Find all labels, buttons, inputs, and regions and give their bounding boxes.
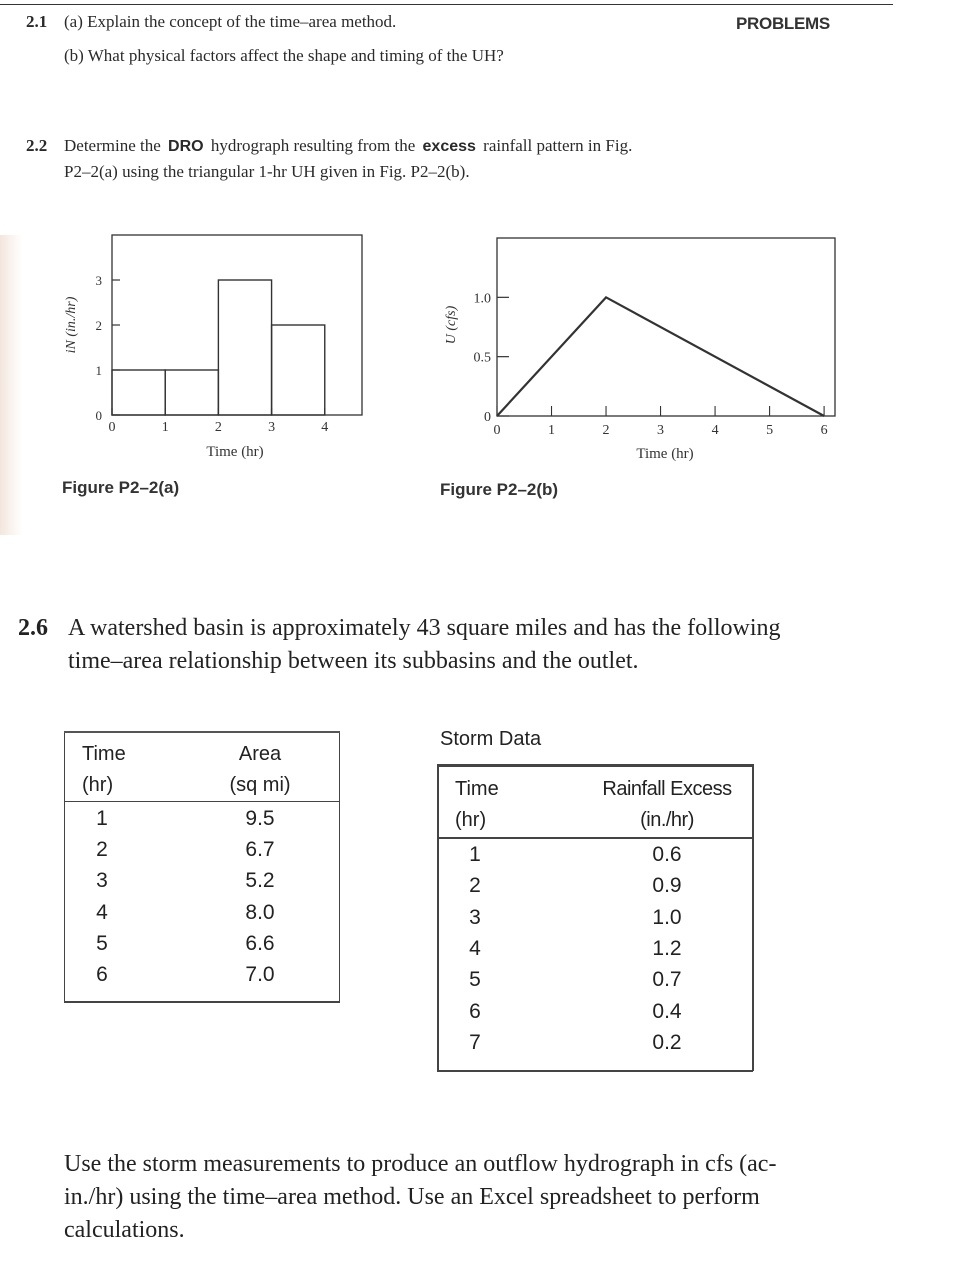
problem-2-2-text-end: rainfall pattern in Fig. (483, 136, 633, 155)
storm-table-row (437, 1031, 753, 1062)
figure-a-xlabel: Time (hr) (206, 444, 264, 460)
storm-table-excess-cell: 0.6 (652, 843, 682, 866)
storm-table-excess-cell: 0.9 (652, 874, 682, 898)
figure-b-ylabel: U (cfs) (444, 305, 459, 345)
word-excess: excess (422, 138, 476, 155)
storm-table-excess-cell: 0.2 (652, 1030, 682, 1054)
storm-table-time-cell: 4 (469, 936, 481, 960)
rainfall-bar-3 (218, 280, 271, 415)
storm-table-time-header (455, 774, 499, 836)
area-table-area-cell: 7.0 (245, 963, 275, 986)
figure-b-ytick-label-0.5: 0.5 (473, 350, 491, 366)
storm-table-excess-cell: 0.7 (652, 968, 682, 992)
area-table (64, 731, 340, 1002)
storm-table-time-cell: 2 (469, 874, 481, 898)
figure-b-xtick-label-5: 5 (766, 423, 774, 438)
area-table-row (64, 807, 340, 838)
area-table-area-cell: 6.6 (245, 931, 275, 955)
figure-p2-2a (55, 225, 375, 470)
storm-table-excess-cell: 0.4 (652, 999, 682, 1023)
area-table-time-cell: 6 (96, 963, 108, 986)
problem-2-1-part-a: (a) Explain the concept of the time–area method. (64, 12, 397, 31)
figure-b-frame (497, 238, 835, 416)
storm-table-row (437, 874, 753, 905)
problem-2-6-line-2: time–area relationship between its subbasins and the outlet. (68, 648, 639, 674)
problem-2-6-line-1: A watershed basin is approximately 43 square miles and has the following (68, 615, 781, 641)
figure-a-xtick-label-3: 3 (268, 420, 276, 435)
area-table-area-header-line2: (sq mi) (229, 774, 291, 796)
area-table-row (64, 963, 340, 994)
problem-2-2-text-mid: hydrograph resulting from the (210, 136, 416, 155)
rainfall-bar-4 (272, 325, 325, 415)
storm-table-excess-cell: 1.2 (652, 936, 682, 960)
figure-a-xtick-label-1: 1 (161, 420, 169, 435)
figure-b-xtick-label-0: 0 (493, 423, 501, 438)
figure-b-ytick-label-0: 0 (484, 410, 491, 425)
storm-table-row (437, 937, 753, 968)
storm-table-time-cell: 5 (469, 968, 481, 992)
storm-table-row (437, 1000, 753, 1031)
figure-b-ytick-label-1.0: 1.0 (473, 291, 491, 307)
storm-table-excess-header-line2: (in./hr) (640, 809, 694, 831)
figure-b-xtick-label-4: 4 (711, 423, 719, 438)
storm-table-title: Storm Data (440, 728, 542, 750)
area-table-row (64, 932, 340, 963)
storm-table-time-cell: 3 (469, 905, 481, 929)
storm-table-excess-cell: 1.0 (652, 905, 682, 929)
figure-a-xtick-label-2: 2 (214, 420, 222, 435)
header-problems-label: PROBLEMS (736, 14, 830, 33)
figure-b-xlabel: Time (hr) (636, 446, 694, 462)
area-table-time-header (82, 739, 126, 801)
figure-a-ytick-label-3: 3 (95, 273, 102, 288)
page-edge-shadow (0, 235, 22, 535)
area-table-row (64, 838, 340, 869)
storm-table-time-header-line2: (hr) (455, 809, 487, 831)
word-dro: DRO (168, 138, 204, 155)
storm-table-excess-header (587, 774, 747, 836)
figure-b-xtick-label-2: 2 (602, 423, 610, 438)
area-table-time-cell: 5 (96, 931, 108, 955)
figure-b-xtick-label-6: 6 (820, 423, 828, 438)
figure-a-ytick-label-1: 1 (95, 363, 102, 378)
figure-b-caption: Figure P2–2(b) (440, 480, 559, 499)
storm-table-excess-header-line1: Rainfall Excess (602, 778, 732, 800)
problem-2-2-text-start: Determine the (64, 136, 161, 155)
area-table-area-cell: 5.2 (245, 869, 275, 893)
problem-2-1-number: 2.1 (26, 12, 48, 31)
storm-table-row (437, 906, 753, 937)
area-table-time-cell: 4 (96, 900, 108, 924)
area-table-area-cell: 6.7 (245, 838, 275, 862)
storm-table-time-cell: 1 (469, 843, 481, 866)
figure-b-xtick-label-1: 1 (548, 423, 556, 438)
area-table-area-header-line1: Area (238, 743, 282, 765)
uh-triangle-line (497, 297, 824, 416)
area-table-time-cell: 2 (96, 838, 108, 862)
figure-p2-2b (435, 225, 845, 470)
figure-a-caption: Figure P2–2(a) (62, 478, 180, 497)
area-table-area-cell: 8.0 (245, 900, 275, 924)
storm-table-time-cell: 6 (469, 999, 481, 1023)
storm-table-row (437, 843, 753, 874)
problem-2-2-line-1 (64, 134, 632, 159)
figure-a-ytick-label-2: 2 (95, 318, 102, 333)
closing-line-3: calculations. (64, 1217, 185, 1243)
area-table-row (64, 869, 340, 900)
area-table-time-header-line2: (hr) (82, 774, 114, 796)
storm-table-row (437, 968, 753, 999)
area-table-area-cell: 9.5 (245, 807, 275, 830)
closing-line-1: Use the storm measurements to produce an outflow hydrograph in cfs (ac- (64, 1151, 777, 1177)
area-table-time-header-line1: Time (82, 743, 126, 765)
storm-table-time-header-line1: Time (455, 778, 499, 800)
area-table-row (64, 901, 340, 932)
problem-2-6-number: 2.6 (18, 615, 48, 641)
problem-2-2-line-2: P2–2(a) using the triangular 1-hr UH given in Fig. P2–2(b). (64, 162, 470, 181)
rainfall-bar-2 (165, 370, 218, 415)
figure-a-xtick-label-0: 0 (108, 420, 116, 435)
storm-table (437, 764, 753, 1071)
rainfall-bar-1 (112, 370, 165, 415)
problem-2-2-number: 2.2 (26, 136, 48, 155)
top-rule (0, 4, 893, 5)
figure-b-xtick-label-3: 3 (657, 423, 665, 438)
area-table-time-cell: 3 (96, 869, 108, 893)
area-table-time-cell: 1 (96, 807, 108, 830)
figure-a-xtick-label-4: 4 (321, 420, 329, 435)
problem-2-1-part-b: (b) What physical factors affect the shape and timing of the UH? (64, 46, 504, 65)
storm-table-time-cell: 7 (469, 1030, 481, 1054)
closing-line-2: in./hr) using the time–area method. Use an Excel spreadsheet to perform (64, 1184, 760, 1210)
figure-a-ylabel: iN (in./hr) (64, 296, 79, 354)
figure-a-ytick-label-0: 0 (95, 408, 102, 423)
